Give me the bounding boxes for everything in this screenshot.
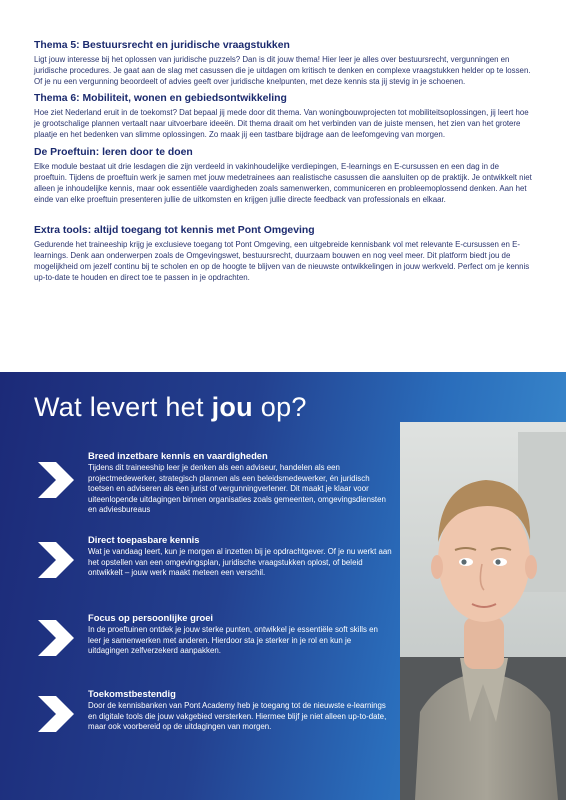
section-proeftuin <box>34 147 534 205</box>
section-body: Gedurende het traineeship krijg je exclusieve toegang tot Pont Omgeving, een uitgebreide kennisbank vol met relevante E-cursussen en E-learnings. Denk aan onderwerpen zoals de Omgevingswet, bestuursrecht, duurzaam bouwen en nog veel meer. Dit platform biedt jou de mogelijkheid om jezelf continu bij te scholen en op de hoogte te blijven van de nieuwste ontwikkelingen in jouw werkveld. Perfect om je kennis up-to-date te houden en direct toe te passen in je opdrachten. <box>34 239 530 283</box>
benefit-text <box>88 450 393 516</box>
section-title: Extra tools: altijd toegang tot kennis met Pont Omgeving <box>34 224 315 236</box>
section-title: Thema 6: Mobiliteit, wonen en gebiedsontwikkeling <box>34 93 287 105</box>
benefit-title: Focus op persoonlijke groei <box>88 612 214 623</box>
benefit-title: Direct toepasbare kennis <box>88 534 200 545</box>
chevron-right-icon <box>34 616 78 660</box>
intro-column <box>34 40 534 289</box>
chevron-right-icon <box>34 692 78 736</box>
benefit-body: Door de kennisbanken van Pont Academy heb je toegang tot de nieuwste e-learnings en digitale tools die jouw vakgebied versterken. Hiermee blijf je niet alleen up-to-date, maar ook voorbereid op de uitdagingen van morgen. <box>88 701 387 732</box>
benefit-title: Breed inzetbare kennis en vaardigheden <box>88 450 268 461</box>
benefit-title: Toekomstbestendig <box>88 688 176 699</box>
benefit-body: Wat je vandaag leert, kun je morgen al inzetten bij je opdrachtgever. Of je nu werkt aan het opstellen van een omgevingsplan, juridische vraagstukken oplost, of beleid ontwikkelt – jouw werk maakt meteen een verschil. <box>88 547 392 578</box>
section-title: Thema 5: Bestuursrecht en juridische vraagstukken <box>34 40 290 51</box>
band-title-pre: Wat levert het <box>34 392 212 422</box>
chevron-right-icon <box>34 538 78 582</box>
chevron-right-icon <box>34 458 78 502</box>
benefit-body: Tijdens dit traineeship leer je denken als een adviseur, handelen als een projectmedewerker, strategisch plannen als een beleidsmedewerker, én juridisch toetsen en adviseren als een jurist of vergunningverlener. Dit maakt je klaar voor uiteenlopende uitdagingen binnen organisaties zoals gemeenten, omgevingsdiensten en adviesbureaus <box>88 463 386 515</box>
section-thema-6 <box>34 93 534 140</box>
band-title <box>34 392 307 423</box>
section-extra-tools <box>34 225 534 283</box>
section-body: Ligt jouw interesse bij het oplossen van juridische puzzels? Dan is dit jouw thema! Hier leer je alles over bestuursrecht, vergunningen en juridische procedures. Je gaat aan de slag met casussen die je uitdagen om kritisch te denken en complexe vraagstukken helder op te lossen. Of je nu een vergunning beoordeelt of advies geeft over juridische knelpunten, met deze kennis sta jij stevig in je schoenen. <box>34 55 531 87</box>
section-body: Elke module bestaat uit drie lesdagen die zijn verdeeld in vakinhoudelijke verdiepingen, E-learnings en E-cursussen en een dag in de proeftuin. Tijdens de proeftuin werk je samen met jouw medetrainees aan realistische casussen die aansluiten op de praktijk. Je ontwikkelt niet alleen je inhoudelijke kennis, maar ook essentiële vaardigheden zoals samenwerken, communiceren en probleemoplossend denken. Aan het einde van elke proeftuin presenteren jullie de uitkomsten en krijgen jullie directe feedback van professionals en elkaar. <box>34 161 532 204</box>
section-title: De Proeftuin: leren door te doen <box>34 146 193 158</box>
benefit-text <box>88 534 393 579</box>
section-thema-5 <box>34 40 534 87</box>
band-title-bold: jou <box>211 392 253 422</box>
benefit-text <box>88 688 393 733</box>
benefit-text <box>88 612 393 657</box>
trainee-photo <box>400 422 566 800</box>
benefits-band <box>0 372 566 800</box>
benefit-body: In de proeftuinen ontdek je jouw sterke punten, ontwikkel je essentiële soft skills en leer je samenwerken met anderen. Hierdoor sta je sterker in je rol en kun je uitdagingen zelfverzekerd aanpakken. <box>88 625 378 656</box>
section-body: Hoe ziet Nederland eruit in de toekomst? Dat bepaal jij mede door dit thema. Van woningbouwprojecten tot mobiliteitsoplossingen, jij leert hoe je grootschalige plannen vertaalt naar uitvoerbare ideeën. Dit thema draait om het verbinden van de juiste mensen, het zien van het grotere plaatje en het bedenken van slimme oplossingen. Zo maak jij een tastbare bijdrage aan de leefomgeving van morgen. <box>34 108 529 140</box>
band-title-post: op? <box>252 392 307 422</box>
